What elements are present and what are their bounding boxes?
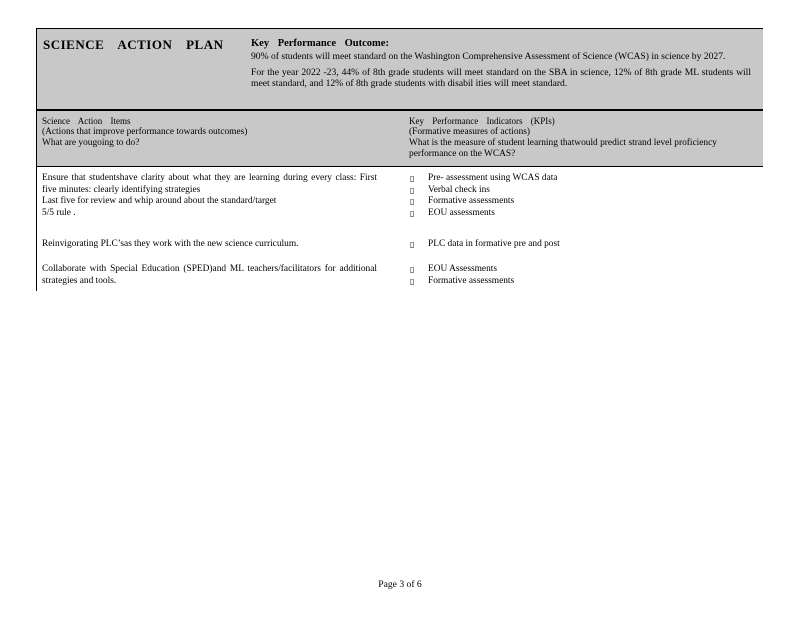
kpi-text: Formative assessments: [428, 275, 515, 286]
kpi-subheading: (Formative measures of actions): [409, 127, 531, 137]
outcome-label: Key Performance Outcome:: [251, 38, 389, 49]
list-item: [410, 276, 763, 288]
action-cell: [37, 239, 403, 251]
page-number: Page 3 of 6: [378, 579, 422, 590]
column-header-row: [37, 109, 763, 167]
bullet-box-icon: ▯: [410, 264, 415, 274]
list-item: [410, 239, 763, 251]
actions-question: What are yougoing to do?: [42, 138, 140, 148]
list-item: [410, 208, 763, 220]
outcome-yearly-target: For the year 2022 -23, 44% of 8th grade students will meet standard on the SBA in science, 12% of 8th grade ML students will meet standard, and 12% of 8th grade students with disabil ities will meet standard.: [251, 67, 751, 89]
kpi-cell: [403, 173, 763, 219]
actions-column-header: [37, 111, 403, 166]
bullet-box-icon: ▯: [410, 240, 415, 250]
table-row: [37, 173, 763, 219]
table-row: [37, 239, 763, 251]
kpi-column-header: [403, 111, 763, 166]
outcome-cell: [245, 29, 763, 109]
plan-header-row: [37, 28, 763, 109]
table-row: [37, 264, 763, 291]
bullet-box-icon: ▯: [410, 185, 415, 195]
kpi-cell: [403, 264, 763, 287]
list-item: [410, 185, 763, 197]
kpi-text: Verbal check ins: [428, 184, 490, 195]
action-line: Reinvigorating PLC’sas they work with the new science curriculum.: [42, 239, 299, 250]
bullet-box-icon: ▯: [410, 174, 415, 183]
action-cell: [37, 173, 403, 219]
action-line: Ensure that studentshave clarity about what they are learning during every class: First five minutes: clearly identifying strategies: [42, 173, 377, 195]
kpi-text: Pre- assessment using WCAS data: [428, 173, 558, 183]
kpi-text: EOU assessments: [428, 207, 495, 218]
outcome-goal: 90% of students will meet standard on the Washington Comprehensive Assessment of Science (WCAS) in science by 2027.: [251, 51, 726, 62]
bullet-box-icon: ▯: [410, 197, 415, 207]
list-item: [410, 264, 763, 276]
actions-subheading: (Actions that improve performance towards outcomes): [42, 127, 248, 137]
list-item: [410, 173, 763, 185]
action-line: Last five for review and whip around about the standard/target: [42, 196, 277, 207]
action-cell: [37, 264, 403, 287]
kpi-text: PLC data in formative pre and post: [428, 239, 560, 250]
actions-heading: Science Action Items: [42, 116, 131, 126]
bullet-box-icon: ▯: [410, 208, 415, 218]
list-item: [410, 196, 763, 208]
kpi-text: EOU Assessments: [428, 263, 498, 274]
action-line: 5/5 rule .: [42, 207, 76, 218]
kpi-heading: Key Performance Indicators (KPIs): [409, 116, 555, 126]
kpi-text: Formative assessments: [428, 196, 515, 207]
bullet-box-icon: ▯: [410, 276, 415, 286]
action-plan-table: [36, 28, 763, 291]
action-line: Collaborate with Special Education (SPED)and ML teachers/facilitators for additional strategies and tools.: [42, 263, 377, 286]
kpi-question: What is the measure of student learning thatwould predict strand level proficiency performance on the WCAS?: [409, 138, 717, 159]
plan-title: SCIENCE ACTION PLAN: [43, 37, 224, 52]
kpi-cell: [403, 239, 763, 251]
